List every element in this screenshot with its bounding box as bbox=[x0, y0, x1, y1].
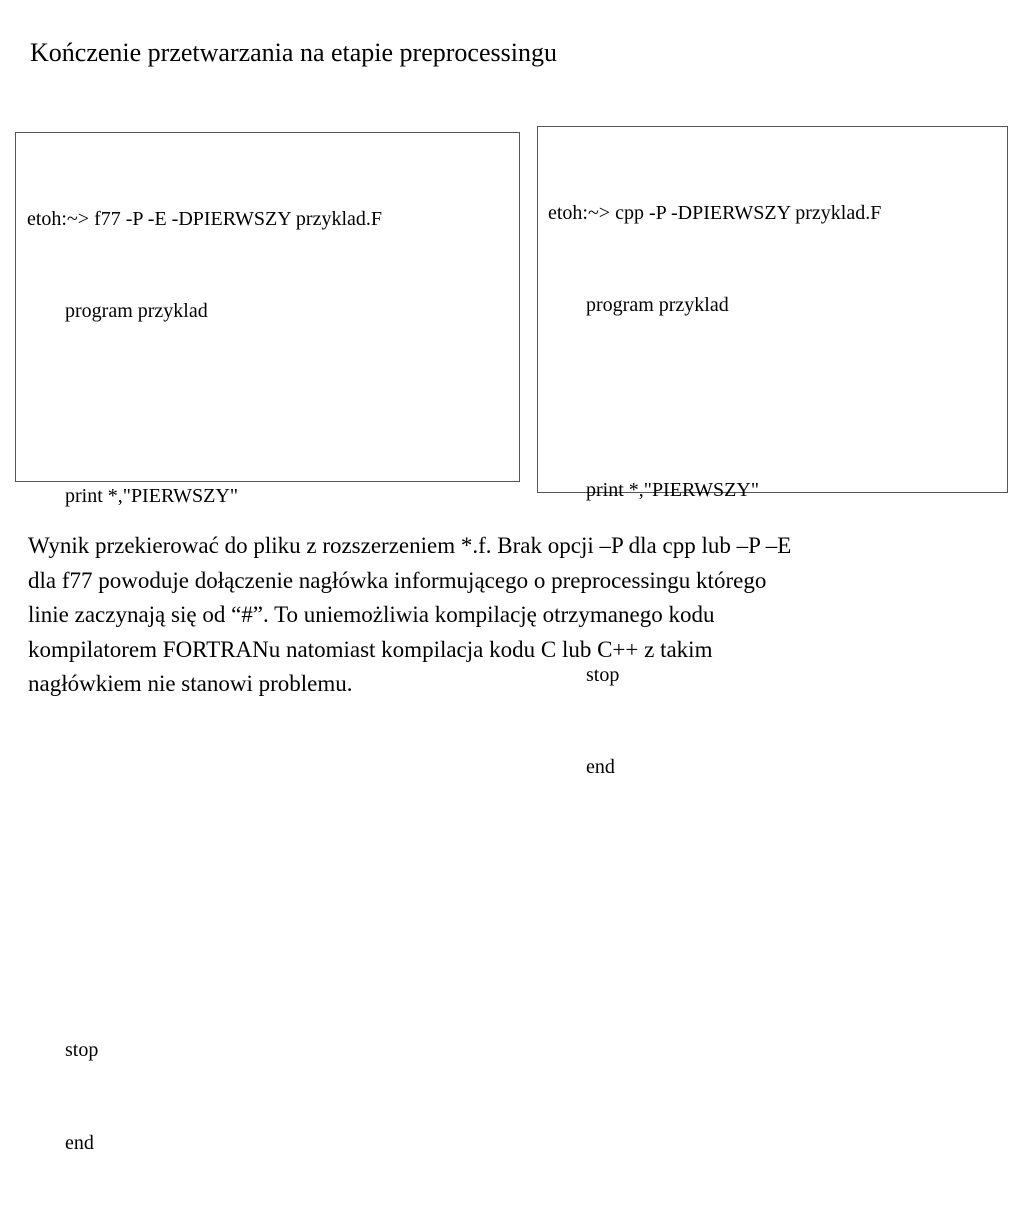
code-line bbox=[27, 850, 519, 881]
paragraph-line: kompilatorem FORTRANu natomiast kompilacja kodu C lub C++ z takim bbox=[28, 636, 713, 662]
code-line: stop bbox=[586, 663, 620, 686]
code-line bbox=[548, 382, 1007, 413]
code-line: end bbox=[586, 755, 615, 778]
code-line bbox=[27, 758, 519, 789]
cpp-command-line: etoh:~> cpp -P -DPIERWSZY przyklad.F bbox=[548, 201, 882, 224]
cpp-output-box bbox=[537, 126, 1008, 778]
code-line: program przyklad bbox=[586, 293, 729, 316]
f77-command-line: etoh:~> f77 -P -E -DPIERWSZY przyklad.F bbox=[27, 207, 383, 230]
explanation-paragraph bbox=[28, 529, 998, 702]
code-line: print *,"PIERWSZY" bbox=[586, 478, 759, 501]
code-line: stop bbox=[65, 1039, 99, 1062]
paragraph-line: nagłówkiem nie stanowi problemu. bbox=[28, 671, 353, 696]
code-line: print *,"PIERWSZY" bbox=[65, 484, 238, 507]
code-line bbox=[27, 943, 519, 974]
paragraph-line: linie zaczynają się od “#”. To uniemożliwia kompilację otrzymanego kodu bbox=[28, 602, 715, 627]
code-line: end bbox=[65, 1131, 94, 1154]
slide-title: Kończenie przetwarzania na etapie preprocessingu bbox=[30, 38, 557, 67]
paragraph-line: Wynik przekierować do pliku z rozszerzeniem *.f. Brak opcji –P dla cpp lub –P –E bbox=[28, 533, 792, 558]
cpp-output-code bbox=[538, 127, 1007, 844]
paragraph-line: dla f77 powoduje dołączenie nagłówka informującego o preprocessingu którego bbox=[28, 567, 767, 593]
code-line: program przyklad bbox=[65, 299, 208, 322]
code-line bbox=[27, 388, 519, 419]
